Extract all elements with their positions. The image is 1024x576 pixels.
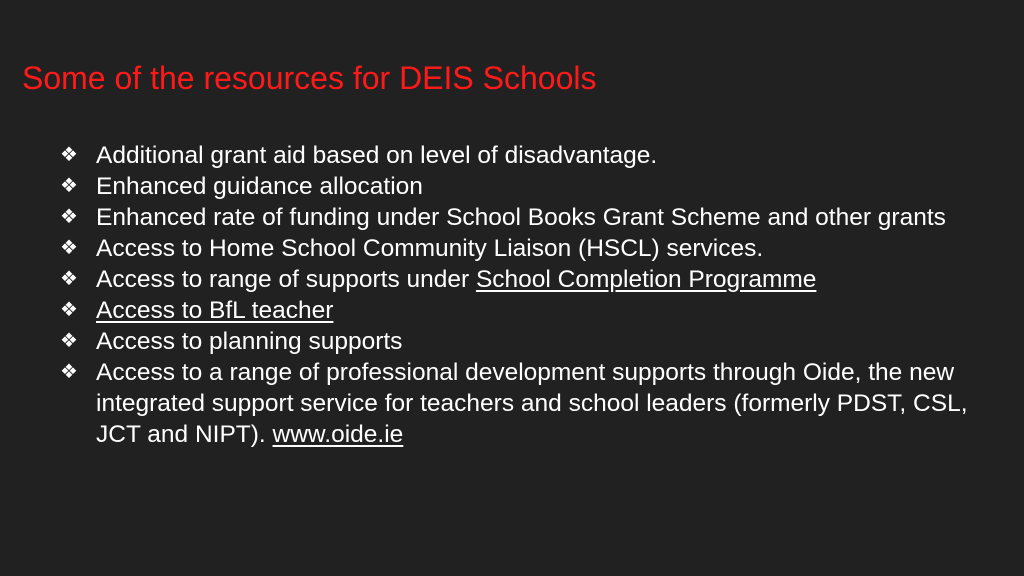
list-item-text-prefix: Access to range of supports under [96, 266, 476, 293]
list-item-text: Enhanced guidance allocation [96, 173, 423, 200]
list-item [60, 326, 980, 357]
list-item [60, 295, 980, 326]
list-item [60, 202, 980, 233]
list-item-text: Enhanced rate of funding under School Books Grant Scheme and other grants [96, 204, 946, 231]
list-item-text: Access to Home School Community Liaison (HSCL) services. [96, 235, 764, 262]
bfl-teacher-link[interactable]: Access to BfL teacher [96, 297, 334, 324]
diamond-bullet-icon: ❖ [60, 237, 78, 259]
diamond-bullet-icon: ❖ [60, 206, 78, 228]
list-item-text: Additional grant aid based on level of disadvantage. [96, 142, 658, 169]
list-item [60, 357, 980, 450]
slide-title: Some of the resources for DEIS Schools [22, 60, 597, 96]
diamond-bullet-icon: ❖ [60, 144, 78, 166]
oide-website-link[interactable]: www.oide.ie [272, 421, 404, 448]
list-item-text [96, 264, 980, 295]
list-item [60, 171, 980, 202]
diamond-bullet-icon: ❖ [60, 175, 78, 197]
list-item-text [96, 357, 980, 450]
list-item [60, 140, 980, 171]
list-item-text-prefix: Access to a range of professional development supports through Oide, the new integrated support service for teachers and school leaders (formerly PDST, CSL, JCT and NIPT). [96, 359, 968, 448]
diamond-bullet-icon: ❖ [60, 361, 78, 383]
diamond-bullet-icon: ❖ [60, 299, 78, 321]
list-item-text [96, 295, 980, 326]
diamond-bullet-icon: ❖ [60, 330, 78, 352]
list-item-text: Access to planning supports [96, 328, 403, 355]
school-completion-programme-link[interactable]: School Completion Programme [475, 266, 817, 293]
list-item [60, 264, 980, 295]
resource-list [60, 140, 980, 450]
list-item [60, 233, 980, 264]
diamond-bullet-icon: ❖ [60, 268, 78, 290]
